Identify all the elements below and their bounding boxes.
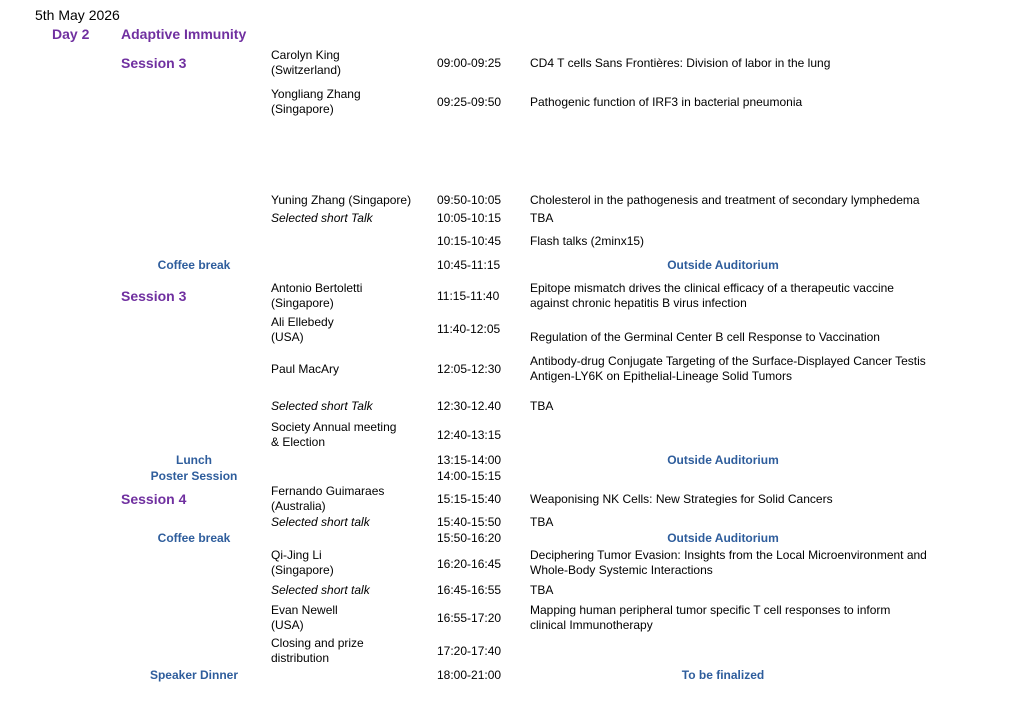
time-slot: 17:20-17:40 [437, 643, 502, 658]
time-slot: 12:40-13:15 [437, 427, 502, 442]
time-slot: 09:00-09:25 [437, 55, 502, 70]
speaker: Evan Newell (USA) [271, 603, 338, 632]
session-label: Session 4 [121, 490, 187, 507]
speaker: Society Annual meeting & Election [271, 420, 397, 449]
speaker: Yongliang Zhang (Singapore) [271, 87, 361, 116]
speaker: Closing and prize distribution [271, 636, 364, 665]
talk-title: Epitope mismatch drives the clinical efficacy of a therapeutic vaccine against chronic hepatitis B virus infection [530, 281, 894, 310]
time-slot: 13:15-14:00 [437, 452, 502, 467]
time-slot: 10:05-10:15 [437, 210, 502, 225]
talk-title: Weaponising NK Cells: New Strategies for Solid Cancers [530, 491, 833, 506]
talk-title: Regulation of the Germinal Center B cell Response to Vaccination [530, 329, 880, 344]
day-label: Day 2 [52, 26, 90, 42]
talk-title: Antibody-drug Conjugate Targeting of the Surface-Displayed Cancer Testis Antigen-LY6K on Epithelial-Lineage Solid Tumors [530, 354, 926, 383]
time-slot: 15:50-16:20 [437, 530, 502, 545]
talk-title: TBA [530, 582, 554, 597]
venue: Outside Auditorium [667, 452, 779, 467]
time-slot: 16:55-17:20 [437, 610, 502, 625]
venue: Outside Auditorium [667, 257, 779, 272]
talk-title: Flash talks (2minx15) [530, 233, 645, 248]
venue: To be finalized [681, 667, 765, 682]
time-slot: 10:45-11:15 [437, 257, 501, 272]
time-slot: 18:00-21:00 [437, 667, 502, 682]
talk-title: CD4 T cells Sans Frontières: Division of labor in the lung [530, 55, 831, 70]
time-slot: 12:30-12.40 [437, 398, 502, 413]
speaker: Paul MacAry [271, 361, 340, 376]
time-slot: 12:05-12:30 [437, 361, 502, 376]
speaker: Antonio Bertoletti (Singapore) [271, 281, 363, 310]
speaker: Selected short Talk [271, 210, 373, 225]
speaker: Qi-Jing Li (Singapore) [271, 548, 334, 577]
break-label: Poster Session [150, 468, 238, 483]
speaker: Selected short Talk [271, 398, 373, 413]
time-slot: 15:15-15:40 [437, 491, 502, 506]
time-slot: 14:00-15:15 [437, 468, 502, 483]
break-label: Speaker Dinner [149, 667, 239, 682]
date: 5th May 2026 [35, 7, 120, 23]
time-slot: 09:25-09:50 [437, 94, 502, 109]
session-label: Session 3 [121, 287, 187, 304]
session-label: Session 3 [121, 54, 187, 71]
time-slot: 11:40-12:05 [437, 321, 501, 336]
speaker: Fernando Guimaraes (Australia) [271, 484, 385, 513]
venue: Outside Auditorium [667, 530, 779, 545]
time-slot: 10:15-10:45 [437, 233, 502, 248]
speaker: Ali Ellebedy (USA) [271, 315, 334, 344]
time-slot: 15:40-15:50 [437, 514, 502, 529]
talk-title: TBA [530, 514, 554, 529]
time-slot: 16:20-16:45 [437, 556, 502, 571]
time-slot: 11:15-11:40 [437, 288, 500, 303]
talk-title: Mapping human peripheral tumor specific T cell responses to inform clinical Immunotherapy [530, 603, 891, 632]
talk-title: Deciphering Tumor Evasion: Insights from the Local Microenvironment and Whole-Body Systemic Interactions [530, 548, 927, 577]
talk-title: TBA [530, 398, 554, 413]
speaker: Yuning Zhang (Singapore) [271, 192, 412, 207]
time-slot: 09:50-10:05 [437, 192, 502, 207]
break-label: Coffee break [157, 257, 231, 272]
break-label: Coffee break [157, 530, 231, 545]
break-label: Lunch [176, 452, 212, 467]
speaker: Carolyn King (Switzerland) [271, 48, 342, 77]
theme-title: Adaptive Immunity [121, 26, 247, 42]
talk-title: TBA [530, 210, 554, 225]
talk-title: Cholesterol in the pathogenesis and treatment of secondary lymphedema [530, 192, 920, 207]
speaker: Selected short talk [271, 514, 370, 529]
talk-title: Pathogenic function of IRF3 in bacterial pneumonia [530, 94, 803, 109]
time-slot: 16:45-16:55 [437, 582, 502, 597]
speaker: Selected short talk [271, 582, 370, 597]
